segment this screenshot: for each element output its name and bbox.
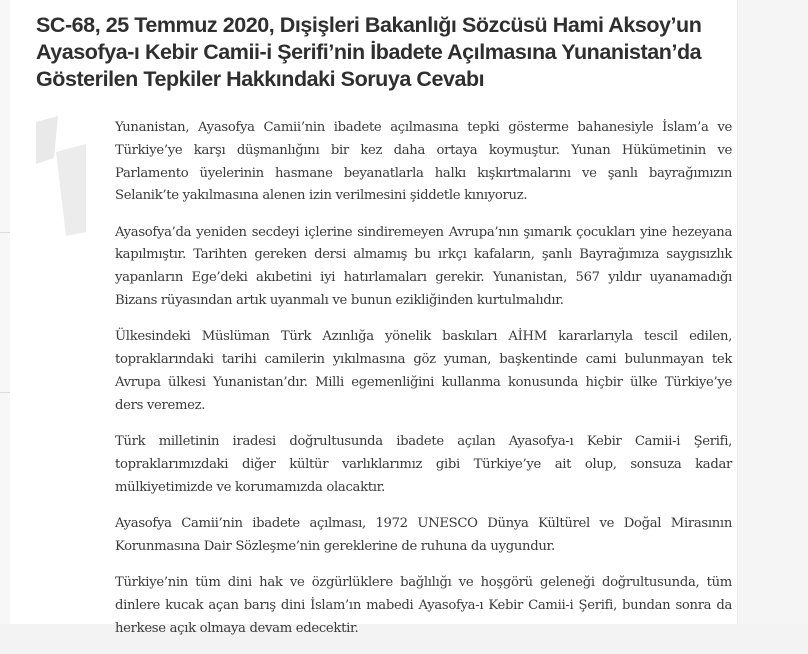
article-paragraph: Yunanistan, Ayasofya Camii’nin ibadete açılmasına tepki gösterme bahanesiyle İslam’a ve Türkiye’ye karşı düşmanlığını bir kez daha ortaya koymuştur. Yunan Hükümetinin ve Parlamento üyelerinin hasmane beyanatlarla halkı kışkırtmalarını ve şanlı bayrağımızın Selanik’te yakılmasına alenen izin verilmesini şiddetle kınıyoruz. (115, 120, 732, 204)
article-paragraph: Ülkesindeki Müslüman Türk Azınlığa yönelik baskıları AİHM kararlarıyla tescil edilen, topraklarındaki tarihi camilerin yıkılmasına göz yuman, başkentinde cami bulunmayan tek Avrupa ülkesi Yunanistan’dır. Milli egemenliğini kullanma konusunda hiçbir ülke Türkiye’ye ders veremez. (115, 329, 732, 413)
article-panel (10, 0, 737, 636)
article-paragraph: Türk milletinin iradesi doğrultusunda ibadete açılan Ayasofya-ı Kebir Camii-i Şerifi, topraklarımızdaki diğer kültür varlıklarımız gibi Türkiye’ye ait olup, sonsuza kadar mülkiyetimizde ve korumamızda olacaktır. (115, 434, 732, 495)
left-side-strip (0, 0, 10, 624)
article-paragraph: Türkiye’nin tüm dini hak ve özgürlüklere bağlılığı ve hoşgörü geleneği doğrultusunda, tüm dinlere kucak açan barış dini İslam’ın mabedi Ayasofya-ı Kebir Camii-i Şerifi, bundan sonra da herkese açık olmaya devam edecektir. (115, 575, 732, 636)
article-paragraph: Ayasofya’da yeniden secdeyi içlerine sindiremeyen Avrupa’nın şımarık çocukları yine hezeyana kapılmıştır. Tarihten gereken dersi almamış bu ırkçı kafaların, şanlı Bayrağımıza saygısızlık yapanların Ege’deki akıbetini iyi hatırlamaları gerekir. Yunanistan, 567 yıldır uyanamadığı Bizans rüyasından artık uyanmalı ve bunun ezikliğinden kurtulmalıdır. (115, 224, 732, 309)
page-title: SC-68, 25 Temmuz 2020, Dışişleri Bakanlığı Sözcüsü Hami Aksoy’un Ayasofya-ı Kebir Camii-i Şerifi’nin İbadete Açılmasına Yunanistan’da Gösterilen Tepkiler Hakkındaki Soruya Cevabı (36, 13, 702, 91)
article-body (115, 117, 732, 654)
quote-mark-watermark-icon (36, 116, 86, 236)
article-paragraph: Ayasofya Camii’nin ibadete açılması, 1972 UNESCO Dünya Kültürel ve Doğal Mirasının Korunmasına Dair Sözleşme’nin gereklerine de ruhuna da uygundur. (115, 515, 732, 554)
right-side-panel (737, 0, 808, 624)
